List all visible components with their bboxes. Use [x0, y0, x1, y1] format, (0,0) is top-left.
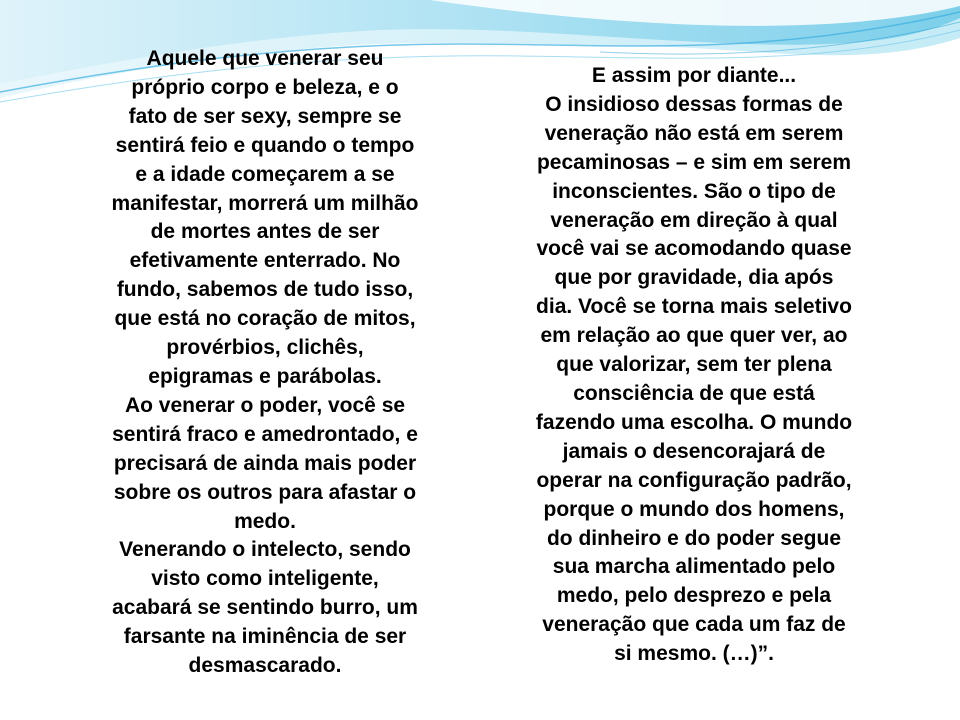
text-line: de mortes antes de ser [150, 220, 380, 244]
text-line: precisará de ainda mais poder [113, 451, 417, 475]
text-line: medo, pelo desprezo e pela [556, 584, 832, 608]
text-line: que valorizar, sem ter plena [556, 353, 832, 377]
text-line: veneração em direção à qual [550, 208, 838, 232]
text-line: fazendo uma escolha. O mundo [535, 410, 853, 434]
text-line: acabará se sentindo burro, um [112, 596, 418, 620]
text-line: do dinheiro e do poder segue [546, 526, 842, 550]
text-line: que está no coração de mitos, [114, 307, 416, 331]
text-line: fato de ser sexy, sempre se [128, 104, 402, 128]
text-line: inconscientes. São o tipo de [552, 179, 836, 203]
text-line: fundo, sabemos de tudo isso, [116, 278, 414, 302]
text-line: visto como inteligente, [151, 567, 379, 591]
text-line: E assim por diante... [591, 64, 797, 87]
text-line: sentirá feio e quando o tempo [115, 133, 415, 157]
text-line: medo. [234, 509, 296, 533]
text-line: e a idade começarem a se [135, 162, 395, 186]
text-line: O insidioso dessas formas de [545, 92, 843, 116]
text-line: Ao venerar o poder, você se [124, 393, 406, 417]
text-line: jamais o desencorajará de [562, 439, 826, 463]
text-line: que por gravidade, dia após [554, 266, 834, 290]
text-line: sentirá fraco e amedrontado, e [112, 422, 418, 446]
left-text-column [82, 45, 448, 681]
text-line: Venerando o intelecto, sendo [119, 538, 411, 562]
text-line: Aquele que venerar seu [146, 47, 384, 70]
right-text-column [505, 62, 883, 669]
text-line: provérbios, clichês, [166, 336, 364, 360]
text-line: em relação ao que quer ver, ao [540, 324, 848, 348]
text-line: farsante na iminência de ser [123, 625, 407, 649]
text-line: operar na configuração padrão, [536, 468, 852, 492]
text-line: você vai se acomodando quase [536, 237, 852, 261]
text-line: consciência de que está [573, 381, 815, 405]
text-line: veneração que cada um faz de [542, 613, 846, 637]
text-line: porque o mundo dos homens, [543, 497, 845, 521]
text-line: manifestar, morrerá um milhão [111, 191, 419, 215]
text-line: efetivamente enterrado. No [129, 249, 401, 273]
text-line: veneração não está em serem [544, 121, 844, 145]
text-line: epigramas e parábolas. [148, 364, 382, 388]
text-line: si mesmo. (…)”. [614, 642, 774, 666]
text-line: pecaminosas – e sim em serem [536, 150, 851, 174]
text-line: dia. Você se torna mais seletivo [536, 295, 852, 319]
text-line: desmascarado. [188, 654, 342, 678]
text-line: sua marcha alimentado pelo [552, 555, 836, 579]
text-line: próprio corpo e beleza, e o [131, 75, 399, 99]
text-line: sobre os outros para afastar o [113, 480, 417, 504]
